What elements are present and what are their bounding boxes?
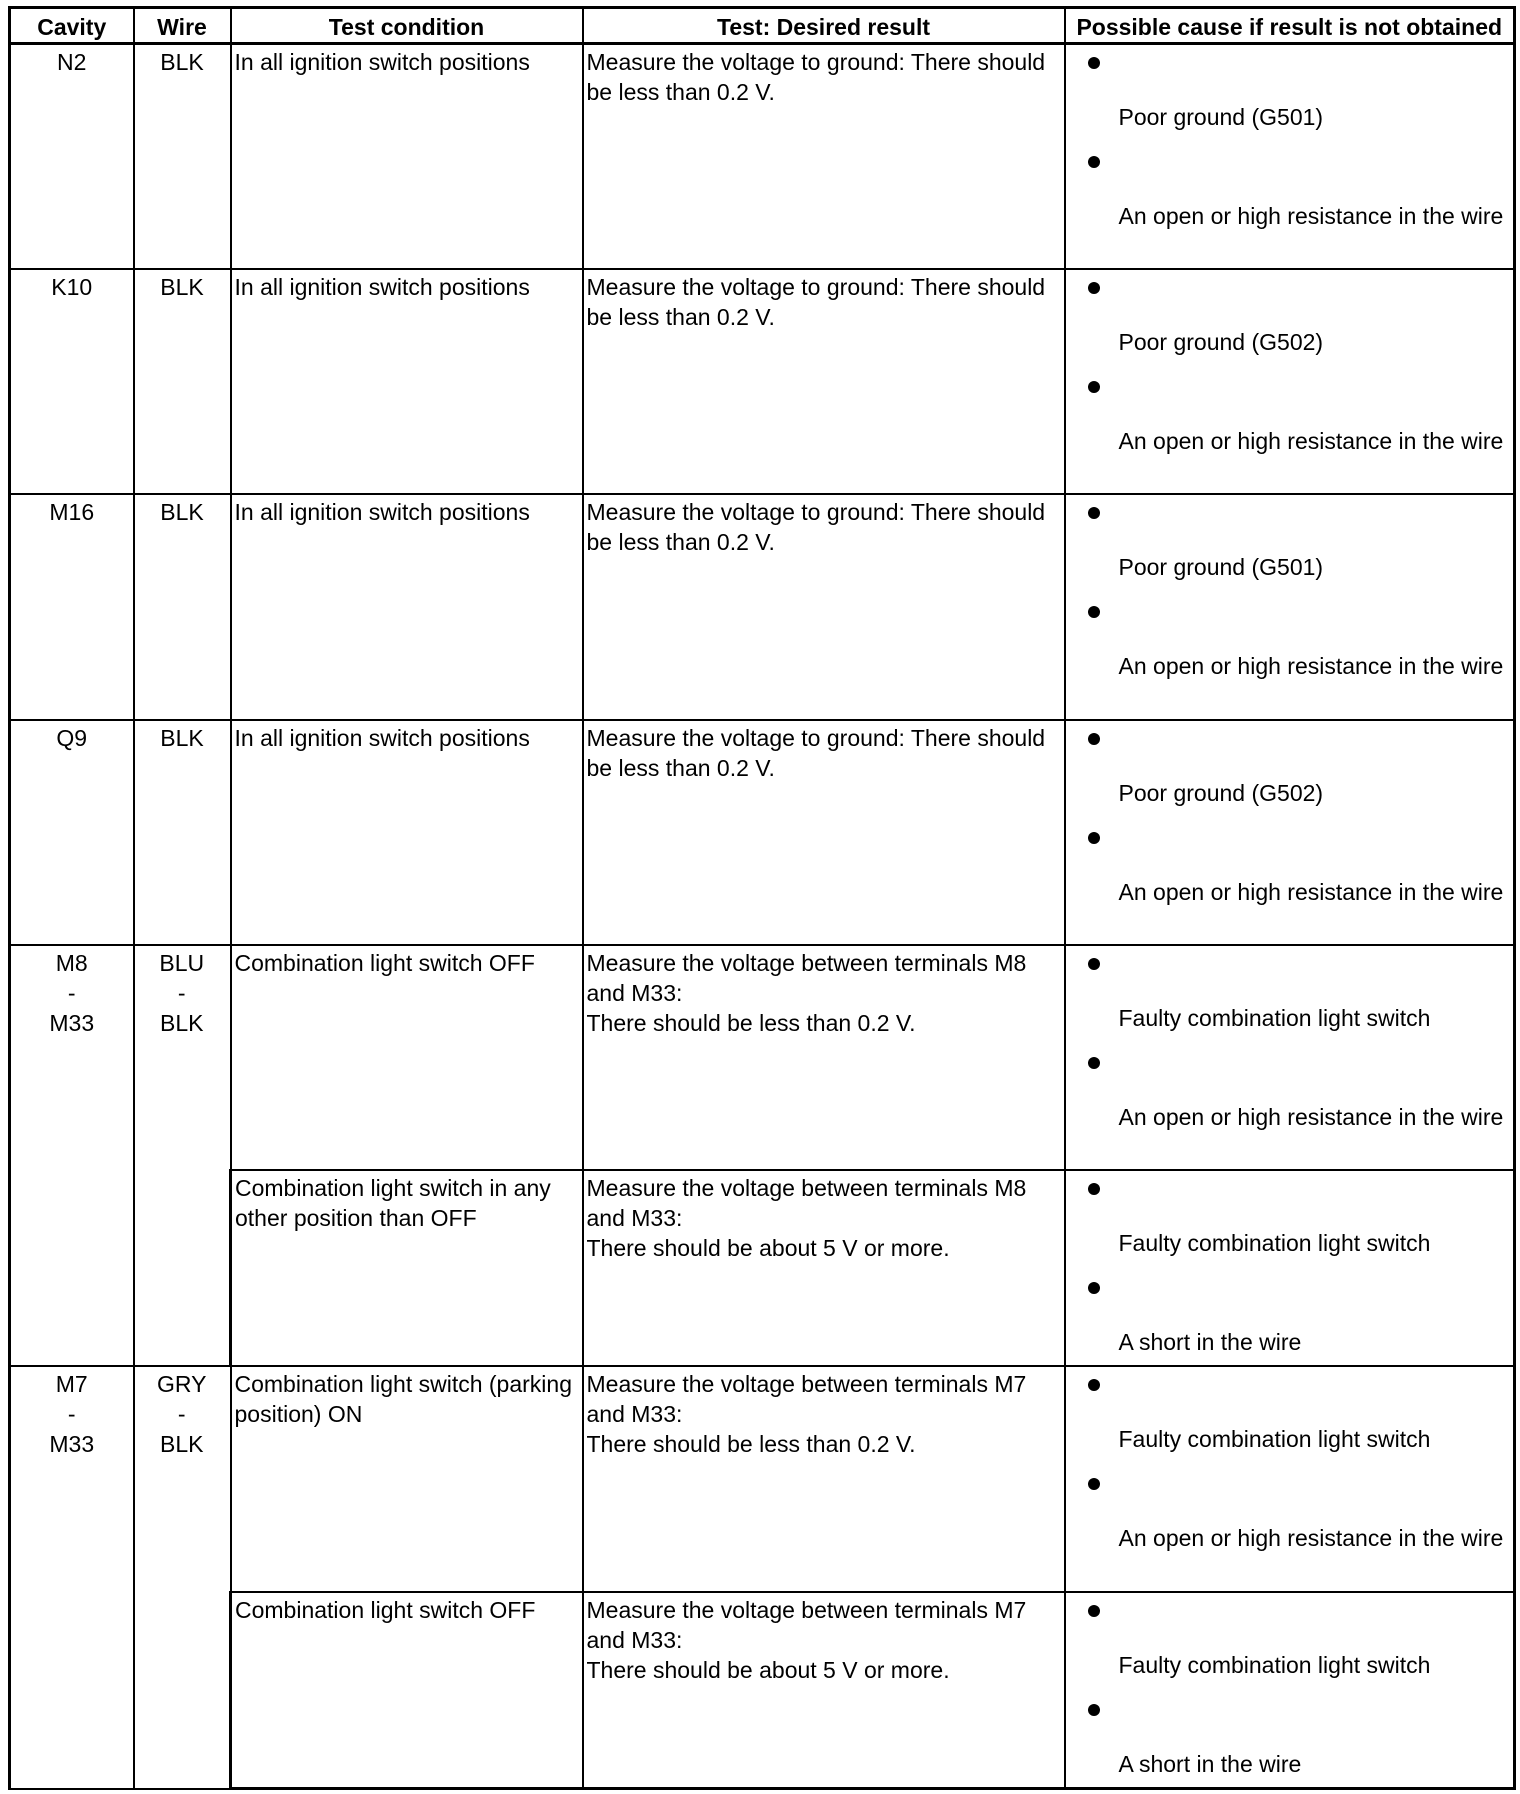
table-row bbox=[10, 44, 1515, 269]
result-lines bbox=[587, 723, 1061, 783]
wire-line: BLU bbox=[159, 949, 205, 976]
cavity-cell bbox=[10, 269, 134, 494]
wire-lines bbox=[138, 272, 227, 302]
result-lines bbox=[587, 47, 1061, 107]
test-condition-cell: Combination light switch OFF bbox=[231, 945, 583, 1170]
wire-lines bbox=[138, 723, 227, 753]
cause-text: Poor ground (G502) bbox=[1118, 779, 1324, 806]
test-condition-cell: Combination light switch in any other position than OFF bbox=[231, 1170, 583, 1366]
desired-result-cell bbox=[583, 494, 1065, 719]
table-row bbox=[10, 494, 1515, 719]
cause-text: Poor ground (G501) bbox=[1118, 554, 1324, 581]
bullet-icon bbox=[1088, 1282, 1100, 1294]
result-lines bbox=[587, 1369, 1061, 1459]
cause-item bbox=[1069, 1468, 1511, 1553]
bullet-icon bbox=[1088, 606, 1100, 618]
test-condition-cell: In all ignition switch positions bbox=[231, 494, 583, 719]
wire-cell bbox=[134, 44, 231, 269]
bullet-icon bbox=[1088, 1478, 1100, 1490]
header-cavity: Cavity bbox=[10, 8, 134, 44]
bullet-icon bbox=[1088, 507, 1100, 519]
result-line: Measure the voltage between terminals M8 and M33: bbox=[586, 1175, 1027, 1232]
result-line: Measure the voltage between terminals M7 and M33: bbox=[586, 1371, 1027, 1428]
cavity-line: N2 bbox=[57, 49, 87, 75]
table-row bbox=[10, 269, 1515, 494]
cause-item bbox=[1069, 1047, 1511, 1132]
bullet-icon bbox=[1088, 381, 1100, 393]
table-row bbox=[10, 945, 1515, 1170]
wire-line: BLK bbox=[160, 49, 204, 75]
wire-line: BLK bbox=[160, 499, 204, 526]
cavity-cell bbox=[10, 945, 134, 1367]
cause-text: Faulty combination light switch bbox=[1118, 1230, 1431, 1257]
table-body bbox=[10, 44, 1515, 1789]
test-condition-cell: In all ignition switch positions bbox=[231, 720, 583, 945]
bullet-icon bbox=[1088, 282, 1100, 294]
wire-lines bbox=[138, 497, 227, 527]
cavity-cell bbox=[10, 720, 134, 945]
wire-lines bbox=[138, 948, 227, 1038]
cause-text: A short in the wire bbox=[1118, 1750, 1302, 1777]
cause-list bbox=[1069, 723, 1511, 907]
cavity-line: M16 bbox=[49, 499, 95, 526]
cavity-cell bbox=[10, 494, 134, 719]
desired-result-cell bbox=[583, 945, 1065, 1170]
cavity-line: M7 bbox=[55, 1371, 88, 1398]
cause-list bbox=[1069, 1173, 1511, 1357]
wire-line: BLK bbox=[160, 1431, 204, 1458]
cavity-lines bbox=[14, 47, 130, 77]
cause-text: Faulty combination light switch bbox=[1118, 1004, 1431, 1031]
result-line: There should be about 5 V or more. bbox=[586, 1656, 950, 1683]
bullet-icon bbox=[1088, 832, 1100, 844]
result-line: Measure the voltage between terminals M8 and M33: bbox=[586, 949, 1027, 1006]
bullet-icon bbox=[1088, 733, 1100, 745]
cause-item bbox=[1069, 47, 1511, 132]
wire-lines bbox=[138, 1369, 227, 1459]
result-lines bbox=[587, 272, 1061, 332]
wire-line: GRY bbox=[157, 1371, 207, 1398]
wire-lines bbox=[138, 47, 227, 77]
cavity-line: - bbox=[67, 979, 76, 1006]
cause-item bbox=[1069, 146, 1511, 231]
cause-list bbox=[1069, 497, 1511, 681]
bullet-icon bbox=[1088, 156, 1100, 168]
header-desired-result: Test: Desired result bbox=[583, 8, 1065, 44]
test-condition-cell: In all ignition switch positions bbox=[231, 269, 583, 494]
possible-cause-cell bbox=[1065, 945, 1515, 1170]
cause-item bbox=[1069, 1369, 1511, 1454]
result-lines bbox=[587, 948, 1061, 1038]
wire-cell bbox=[134, 494, 231, 719]
cause-text: An open or high resistance in the wire bbox=[1118, 653, 1504, 680]
result-lines bbox=[587, 1595, 1061, 1685]
bullet-icon bbox=[1088, 57, 1100, 69]
table-row bbox=[10, 1366, 1515, 1591]
wire-line: BLK bbox=[160, 273, 204, 300]
bullet-icon bbox=[1088, 1605, 1100, 1617]
cavity-line: Q9 bbox=[56, 724, 88, 751]
desired-result-cell bbox=[583, 720, 1065, 945]
possible-cause-cell bbox=[1065, 44, 1515, 269]
cause-item bbox=[1069, 1694, 1511, 1779]
test-condition-cell: In all ignition switch positions bbox=[231, 44, 583, 269]
cause-item bbox=[1069, 1272, 1511, 1357]
wire-cell bbox=[134, 269, 231, 494]
cause-list bbox=[1069, 47, 1511, 231]
wire-cell bbox=[134, 1366, 231, 1788]
result-line: Measure the voltage to ground: There should be less than 0.2 V. bbox=[586, 273, 1046, 330]
cause-text: Poor ground (G501) bbox=[1118, 104, 1324, 130]
wire-cell bbox=[134, 720, 231, 945]
result-line: Measure the voltage between terminals M7 and M33: bbox=[586, 1596, 1027, 1653]
cavity-cell bbox=[10, 44, 134, 269]
possible-cause-cell bbox=[1065, 720, 1515, 945]
wire-line: - bbox=[177, 979, 186, 1006]
header-wire: Wire bbox=[134, 8, 231, 44]
result-lines bbox=[587, 1173, 1061, 1263]
cause-item bbox=[1069, 1595, 1511, 1680]
bullet-icon bbox=[1088, 1704, 1100, 1716]
header-row bbox=[10, 8, 1515, 44]
result-lines bbox=[587, 497, 1061, 557]
cause-item bbox=[1069, 371, 1511, 456]
wire-line: BLK bbox=[160, 724, 204, 751]
bullet-icon bbox=[1088, 1183, 1100, 1195]
cause-item bbox=[1069, 723, 1511, 808]
cause-item bbox=[1069, 272, 1511, 357]
cavity-line: - bbox=[67, 1401, 76, 1428]
result-line: There should be about 5 V or more. bbox=[586, 1235, 950, 1262]
cause-list bbox=[1069, 948, 1511, 1132]
wire-cell bbox=[134, 945, 231, 1367]
desired-result-cell bbox=[583, 1366, 1065, 1591]
cavity-line: K10 bbox=[51, 273, 93, 300]
header-possible-cause: Possible cause if result is not obtained bbox=[1065, 8, 1515, 44]
cause-item bbox=[1069, 1173, 1511, 1258]
cause-item bbox=[1069, 822, 1511, 907]
cavity-lines bbox=[14, 272, 130, 302]
wire-line: - bbox=[177, 1401, 186, 1428]
possible-cause-cell bbox=[1065, 1170, 1515, 1366]
cause-text: An open or high resistance in the wire bbox=[1118, 1103, 1504, 1130]
result-line: Measure the voltage to ground: There should be less than 0.2 V. bbox=[586, 49, 1046, 105]
result-line: There should be less than 0.2 V. bbox=[586, 1431, 916, 1458]
cause-item bbox=[1069, 497, 1511, 582]
bullet-icon bbox=[1088, 1379, 1100, 1391]
desired-result-cell bbox=[583, 269, 1065, 494]
cause-text: An open or high resistance in the wire bbox=[1118, 203, 1504, 229]
cause-text: An open or high resistance in the wire bbox=[1118, 878, 1504, 905]
cavity-lines bbox=[14, 497, 130, 527]
result-line: Measure the voltage to ground: There should be less than 0.2 V. bbox=[586, 724, 1046, 781]
cause-item bbox=[1069, 596, 1511, 681]
cause-list bbox=[1069, 272, 1511, 456]
desired-result-cell bbox=[583, 1592, 1065, 1789]
cause-text: An open or high resistance in the wire bbox=[1118, 427, 1504, 454]
cavity-cell bbox=[10, 1366, 134, 1788]
desired-result-cell bbox=[583, 1170, 1065, 1366]
cause-item bbox=[1069, 948, 1511, 1033]
cavity-line: M33 bbox=[49, 1009, 95, 1036]
table-row bbox=[10, 720, 1515, 945]
result-line: Measure the voltage to ground: There should be less than 0.2 V. bbox=[586, 499, 1046, 556]
test-condition-cell: Combination light switch (parking position) ON bbox=[231, 1366, 583, 1591]
test-table bbox=[8, 6, 1516, 1790]
cavity-lines bbox=[14, 723, 130, 753]
cause-text: Faulty combination light switch bbox=[1118, 1426, 1431, 1453]
result-line: There should be less than 0.2 V. bbox=[586, 1009, 916, 1036]
cause-list bbox=[1069, 1595, 1511, 1779]
cavity-line: M8 bbox=[55, 949, 88, 976]
bullet-icon bbox=[1088, 1057, 1100, 1069]
cause-text: Poor ground (G502) bbox=[1118, 328, 1324, 355]
cause-text: An open or high resistance in the wire bbox=[1118, 1525, 1504, 1552]
possible-cause-cell bbox=[1065, 1366, 1515, 1591]
possible-cause-cell bbox=[1065, 269, 1515, 494]
cavity-lines bbox=[14, 1369, 130, 1459]
test-condition-cell: Combination light switch OFF bbox=[231, 1592, 583, 1789]
possible-cause-cell bbox=[1065, 1592, 1515, 1789]
bullet-icon bbox=[1088, 958, 1100, 970]
table-row bbox=[10, 1170, 1515, 1366]
cause-text: Faulty combination light switch bbox=[1118, 1651, 1431, 1678]
cause-text: A short in the wire bbox=[1118, 1329, 1302, 1356]
possible-cause-cell bbox=[1065, 494, 1515, 719]
cavity-lines bbox=[14, 948, 130, 1038]
table-row bbox=[10, 1592, 1515, 1789]
desired-result-cell bbox=[583, 44, 1065, 269]
header-test-condition: Test condition bbox=[231, 8, 583, 44]
wire-line: BLK bbox=[160, 1009, 204, 1036]
cavity-line: M33 bbox=[49, 1431, 95, 1458]
cause-list bbox=[1069, 1369, 1511, 1553]
